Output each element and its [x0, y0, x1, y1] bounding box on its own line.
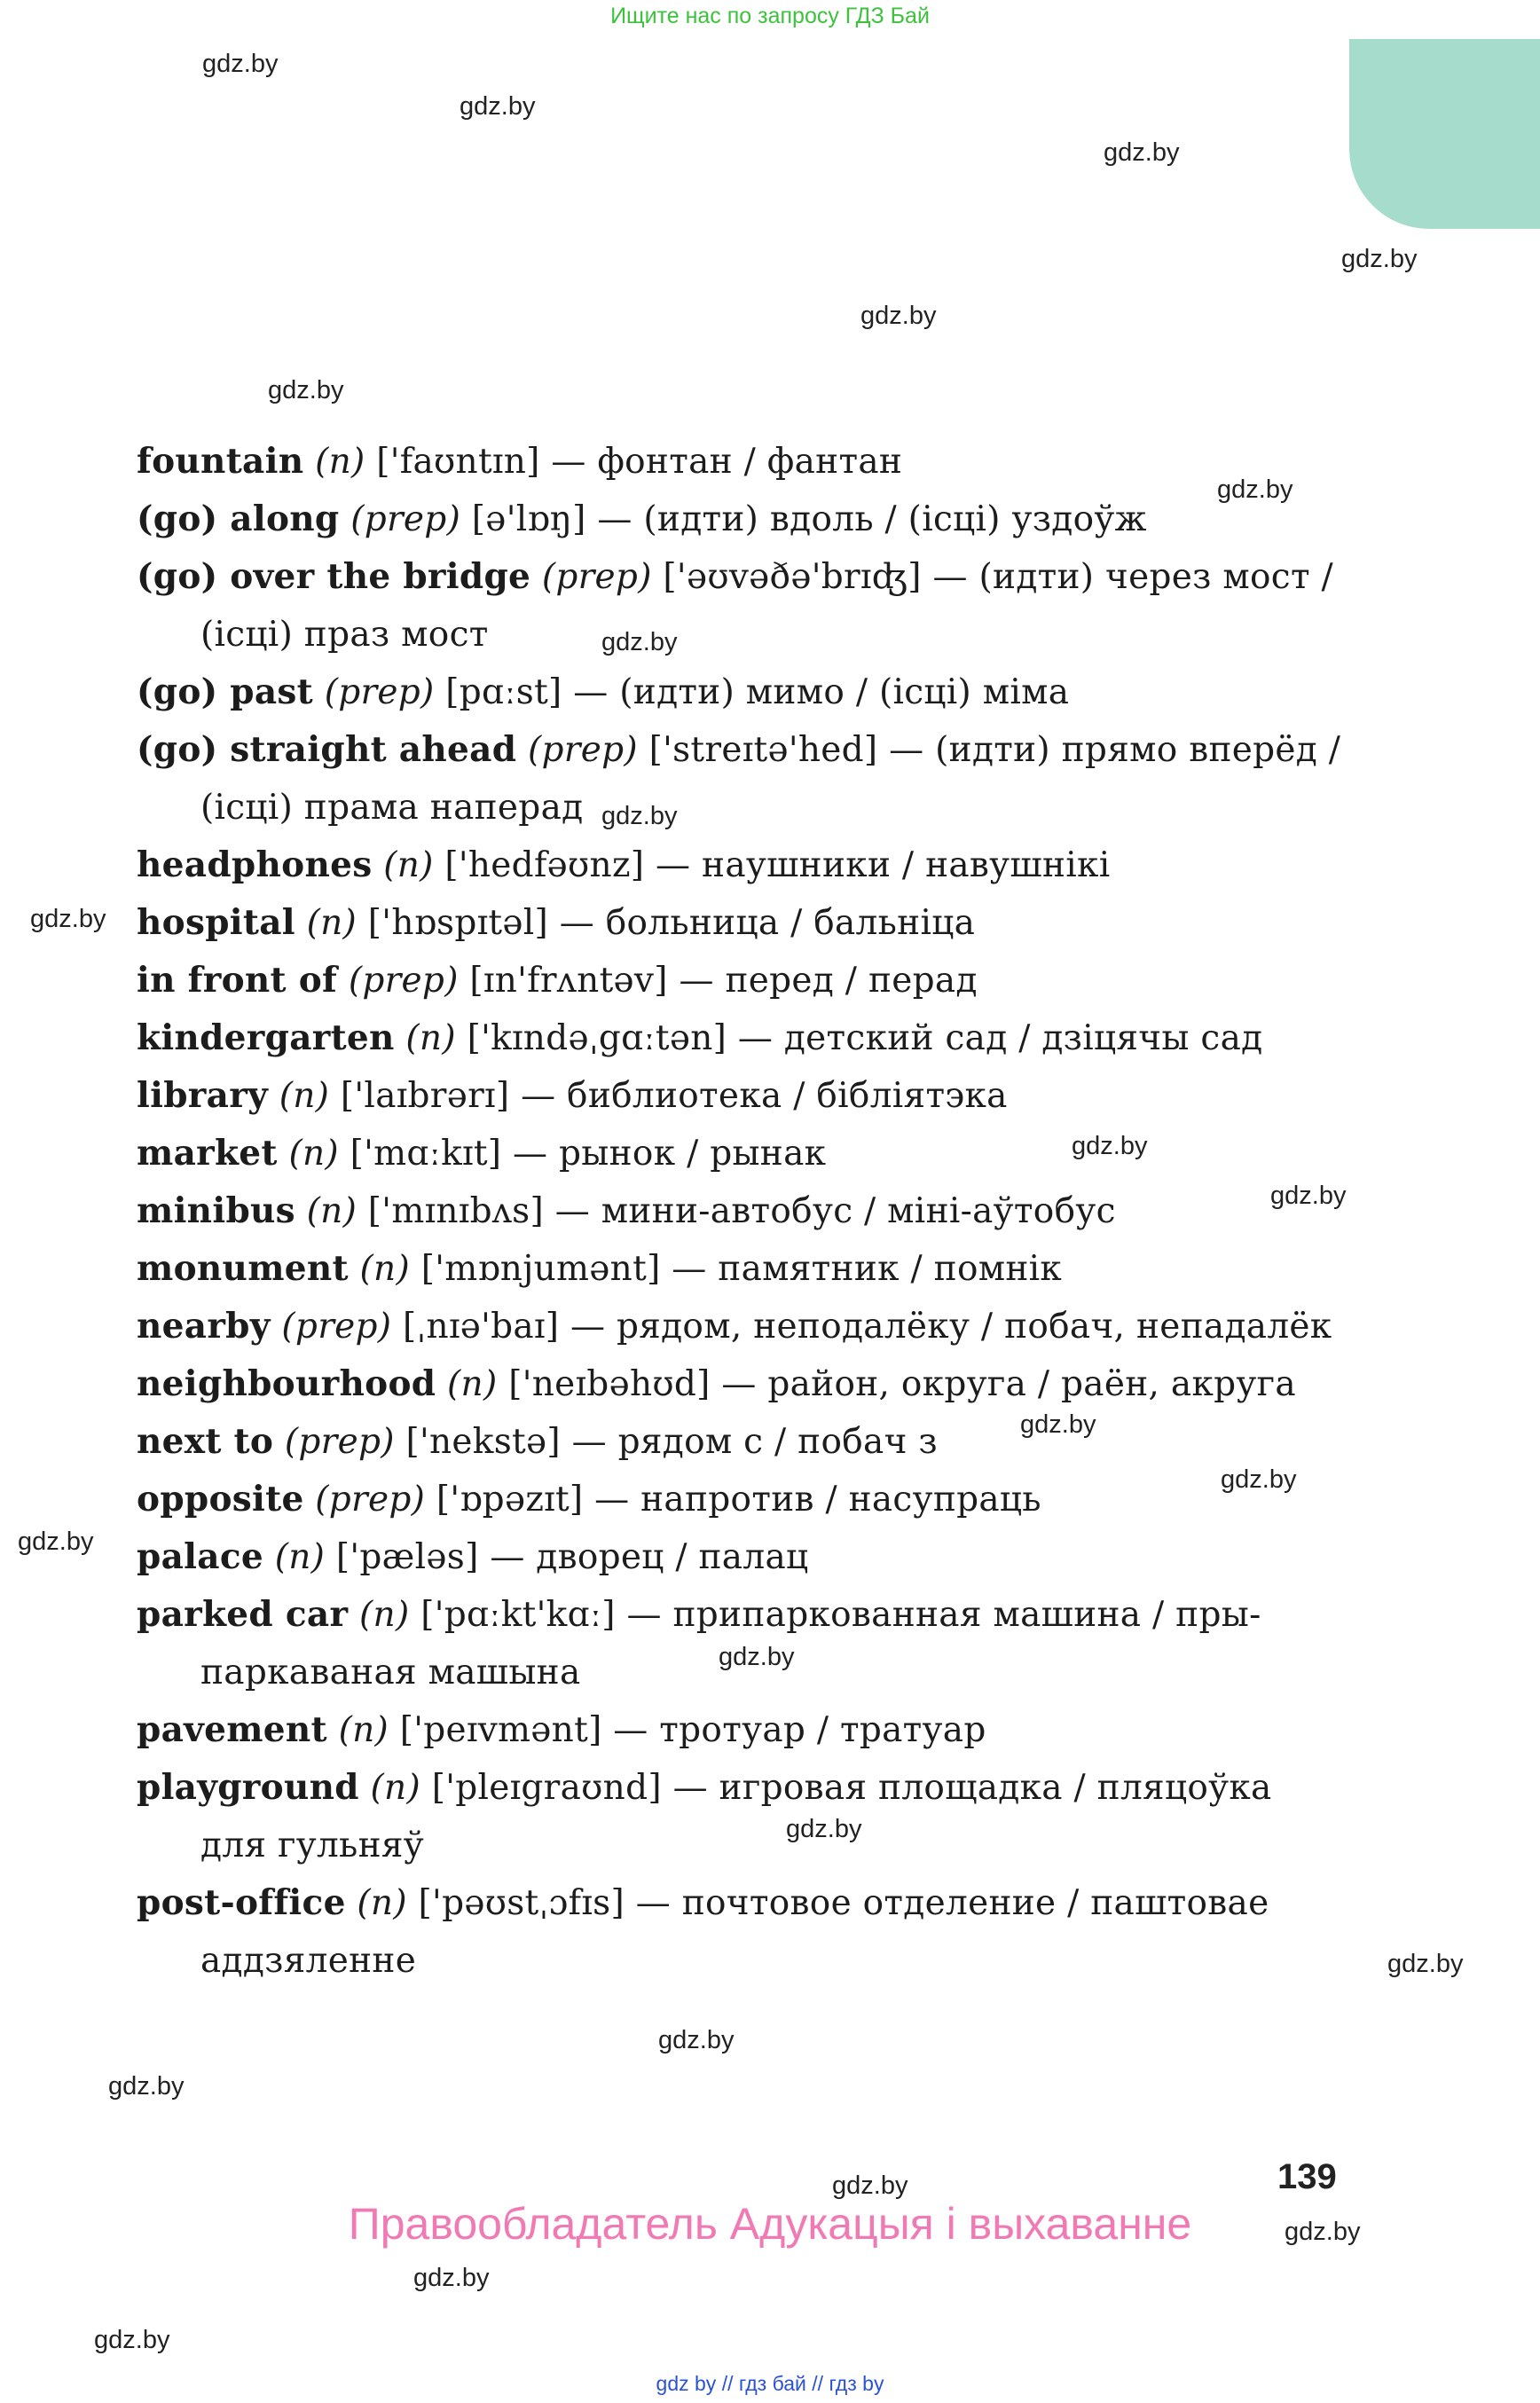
translation: — район, округа / раён, акруга: [721, 1364, 1296, 1404]
watermark: gdz.by: [1104, 138, 1180, 167]
top-banner[interactable]: Ищите нас по запросу ГДЗ Бай: [610, 4, 930, 28]
transcription: ['hɒspɪtəl]: [367, 903, 548, 943]
part-of-speech: (prep): [348, 961, 459, 1001]
translation: — детский сад / дзіцячы сад: [737, 1018, 1263, 1058]
vocab-word: palace: [137, 1536, 263, 1577]
vocab-entry: [137, 1701, 1361, 1759]
watermark: gdz.by: [1217, 475, 1293, 504]
translation-continued: (ісці) праз мост: [200, 615, 489, 655]
part-of-speech: (n): [359, 1249, 410, 1289]
transcription: ['pleɪgraʊnd]: [431, 1768, 662, 1808]
watermark: gdz.by: [1285, 2218, 1361, 2246]
vocab-entry: [137, 1586, 1361, 1701]
transcription: ['pəʊstˌɔfɪs]: [418, 1883, 625, 1923]
vocab-entry: [137, 1182, 1361, 1240]
part-of-speech: (n): [370, 1768, 420, 1808]
vocab-entry: [137, 1413, 1361, 1471]
vocab-word: opposite: [137, 1479, 304, 1520]
translation: — рядом с / побач з: [571, 1422, 938, 1462]
translation-continued: для гульняў: [200, 1826, 425, 1865]
part-of-speech: (n): [274, 1537, 326, 1577]
translation: — (идти) через мост /: [932, 557, 1333, 597]
vocab-word: parked car: [137, 1594, 349, 1635]
part-of-speech: (n): [383, 845, 434, 885]
transcription: ['mɑːkɪt]: [350, 1134, 502, 1174]
transcription: [ˌnɪə'baɪ]: [403, 1307, 560, 1347]
vocab-word: in front of: [137, 960, 338, 1001]
translation: — мини-автобус / міні-аўтобус: [554, 1191, 1116, 1231]
vocab-word: nearby: [137, 1306, 271, 1347]
translation-continued: паркаваная машына: [200, 1653, 581, 1692]
vocab-word: neighbourhood: [137, 1363, 436, 1404]
watermark: gdz.by: [94, 2326, 170, 2354]
transcription: [ə'lɒŋ]: [471, 499, 586, 539]
vocab-entry: [137, 1874, 1361, 1990]
part-of-speech: (prep): [281, 1307, 392, 1347]
vocab-entry: [137, 1125, 1361, 1182]
transcription: [pɑːst]: [445, 672, 562, 712]
link-gdz-by[interactable]: gdz by: [656, 2372, 717, 2395]
watermark: gdz.by: [460, 92, 536, 121]
vocab-word: market: [137, 1133, 278, 1174]
transcription: ['kɪndəˌgɑːtən]: [467, 1018, 727, 1058]
translation: — (идти) прямо вперёд /: [889, 730, 1341, 770]
transcription: ['ɒpəzɪt]: [436, 1480, 584, 1520]
transcription: ['peɪvmənt]: [399, 1710, 602, 1750]
vocab-entry: [137, 1355, 1361, 1413]
part-of-speech: (prep): [324, 672, 435, 712]
watermark: gdz.by: [860, 302, 937, 330]
transcription: ['mɒnjumənt]: [420, 1249, 661, 1289]
vocab-entry: [137, 1528, 1361, 1586]
vocab-word: post-office: [137, 1882, 346, 1923]
watermark: gdz.by: [1387, 1950, 1464, 1978]
part-of-speech: (prep): [350, 499, 461, 539]
vocab-word: pavement: [137, 1709, 327, 1750]
watermark: gdz.by: [1341, 245, 1418, 273]
translation: — припаркованная машина / пры-: [626, 1595, 1261, 1635]
watermark: gdz.by: [658, 2026, 735, 2054]
transcription: ['faʊntɪn]: [376, 442, 540, 482]
translation: — тротуар / тратуар: [613, 1710, 986, 1750]
translation: — рынок / рынак: [513, 1134, 827, 1174]
watermark: gdz.by: [601, 802, 678, 830]
vocab-word: (go) past: [137, 671, 313, 712]
translation: — игровая площадка / пляцоўка: [672, 1768, 1272, 1808]
transcription: ['əʊvəðə'brɪʤ]: [663, 557, 922, 597]
watermark: gdz.by: [601, 628, 678, 656]
watermark: gdz.by: [30, 905, 106, 933]
vocab-entry: [137, 894, 1361, 952]
watermark: gdz.by: [108, 2072, 185, 2101]
watermark: gdz.by: [1270, 1182, 1347, 1210]
watermark: gdz.by: [719, 1643, 795, 1671]
watermark: gdz.by: [786, 1815, 862, 1843]
watermark: gdz.by: [1072, 1132, 1148, 1160]
vocab-entry: [137, 1067, 1361, 1125]
watermark: gdz.by: [832, 2171, 908, 2200]
watermark: gdz.by: [413, 2264, 490, 2292]
part-of-speech: (n): [315, 442, 365, 482]
vocab-word: headphones: [137, 844, 373, 885]
transcription: ['pɑːkt'kɑː]: [420, 1595, 616, 1635]
watermark: gdz.by: [18, 1527, 94, 1556]
transcription: ['hedfəʊnz]: [444, 845, 645, 885]
part-of-speech: (prep): [527, 730, 638, 770]
link-separator: //: [812, 2372, 824, 2395]
vocab-entry: [137, 491, 1361, 548]
translation: — наушники / навушнікі: [656, 845, 1111, 885]
vocab-entry: [137, 721, 1361, 836]
vocab-word: playground: [137, 1767, 359, 1808]
vocab-entry: [137, 1240, 1361, 1298]
vocab-entry: [137, 548, 1361, 664]
translation: — больница / бальніца: [559, 903, 976, 943]
part-of-speech: (prep): [284, 1422, 395, 1462]
vocab-word: hospital: [137, 902, 295, 943]
vocab-word: (go) straight ahead: [137, 729, 517, 770]
part-of-speech: (prep): [315, 1480, 426, 1520]
transcription: ['nekstə]: [405, 1422, 561, 1462]
vocab-word: monument: [137, 1248, 349, 1289]
watermark: gdz.by: [202, 50, 279, 78]
translation: — (идти) мимо / (ісці) міма: [573, 672, 1070, 712]
link-gdz-bai[interactable]: гдз бай: [738, 2372, 806, 2395]
translation: — напротив / насупраць: [594, 1480, 1041, 1520]
transcription: ['laɪbrərɪ]: [340, 1076, 510, 1116]
part-of-speech: (n): [357, 1883, 407, 1923]
transcription: ['neɪbəhʊd]: [508, 1364, 711, 1404]
part-of-speech: (prep): [541, 557, 652, 597]
vocab-word: next to: [137, 1421, 274, 1462]
vocabulary-list: [137, 433, 1361, 1990]
part-of-speech: (n): [306, 1191, 358, 1231]
corner-tab: [1349, 39, 1540, 229]
vocab-entry: [137, 1471, 1361, 1528]
transcription: ['mɪnɪbʌs]: [367, 1191, 545, 1231]
vocab-word: minibus: [137, 1190, 295, 1231]
translation: — библиотека / бібліятэка: [521, 1076, 1008, 1116]
copyright-notice: Правообладатель Адукацыя і выхаванне: [348, 2199, 1192, 2249]
vocab-entry: [137, 1009, 1361, 1067]
translation: — (идти) вдоль / (ісці) уздоўж: [597, 499, 1147, 539]
vocab-word: fountain: [137, 441, 304, 482]
vocab-entry: [137, 433, 1361, 491]
translation: — рядом, неподалёку / побач, непадалёк: [570, 1307, 1332, 1347]
part-of-speech: (n): [306, 903, 358, 943]
vocab-entry: [137, 1759, 1361, 1874]
watermark: gdz.by: [1020, 1410, 1096, 1439]
vocab-entry: [137, 664, 1361, 721]
translation: — фонтан / фантан: [551, 442, 903, 482]
part-of-speech: (n): [405, 1018, 456, 1058]
translation: — почтовое отделение / паштовае: [635, 1883, 1269, 1923]
vocab-word: (go) along: [137, 499, 340, 539]
translation-continued: (ісці) прама наперад: [200, 788, 584, 828]
vocab-entry: [137, 836, 1361, 894]
watermark: gdz.by: [268, 376, 344, 404]
part-of-speech: (n): [338, 1710, 389, 1750]
translation: — перед / перад: [679, 961, 978, 1001]
transcription: [ɪn'frʌntəv]: [469, 961, 668, 1001]
part-of-speech: (n): [279, 1076, 330, 1116]
watermark: gdz.by: [1221, 1465, 1297, 1494]
link-gdz-by-2[interactable]: гдз by: [829, 2372, 884, 2395]
vocab-word: kindergarten: [137, 1017, 395, 1058]
link-separator: //: [721, 2372, 734, 2395]
translation: — памятник / помнік: [672, 1249, 1063, 1289]
vocab-word: library: [137, 1075, 269, 1116]
vocab-word: (go) over the bridge: [137, 556, 531, 597]
part-of-speech: (n): [447, 1364, 498, 1404]
bottom-links: [0, 2372, 1540, 2396]
transcription: ['streɪtə'hed]: [648, 730, 878, 770]
part-of-speech: (n): [288, 1134, 339, 1174]
translation: — дворец / палац: [490, 1537, 809, 1577]
transcription: ['pæləs]: [335, 1537, 479, 1577]
translation-continued: аддзяленне: [200, 1941, 417, 1981]
page-number: 139: [1277, 2157, 1337, 2196]
vocab-entry: [137, 1298, 1361, 1355]
vocab-entry: [137, 952, 1361, 1009]
part-of-speech: (n): [359, 1595, 410, 1635]
